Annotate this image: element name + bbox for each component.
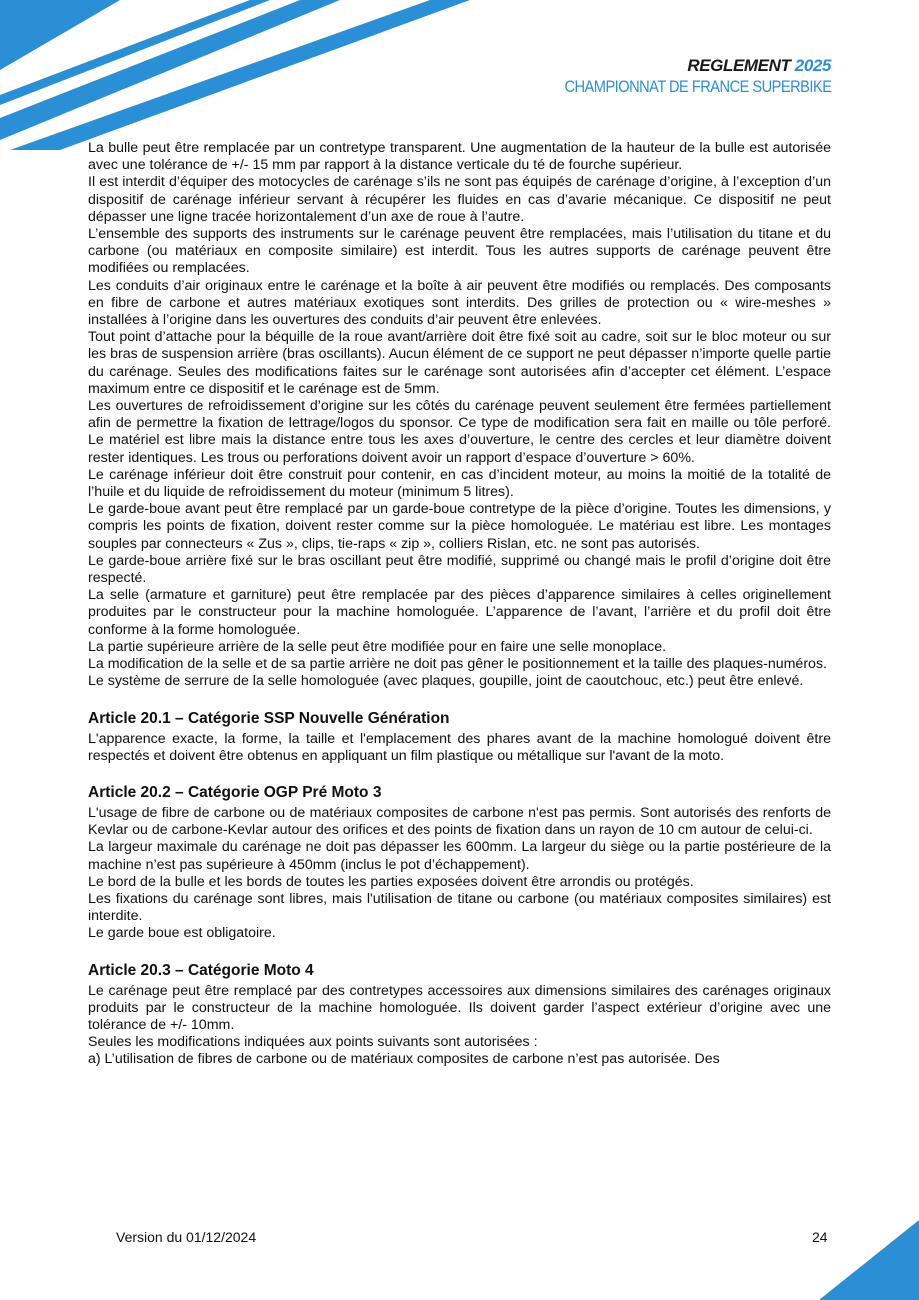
regulation-title xyxy=(521,56,831,76)
body-paragraph: Tout point d’attache pour la béquille de la roue avant/arrière doit être fixé soit au cadre, soit sur le bloc moteur ou sur les bras de suspension arrière (bras oscillants). Aucun élément de ce support ne peut dépasser n’importe quelle partie du carénage. Seules des modifications faites sur le carénage sont autorisées afin d’accepter cet élément. L’espace maximum entre ce dispositif et le carénage est de 5mm. xyxy=(88,329,831,397)
body-paragraph: La modification de la selle et de sa partie arrière ne doit pas gêner le positionnement et la taille des plaques-numéros. xyxy=(88,656,827,673)
body-paragraph: Le bord de la bulle et les bords de toutes les parties exposées doivent être arrondis ou protégés. xyxy=(88,873,694,890)
body-paragraph: Les ouvertures de refroidissement d’origine sur les côtés du carénage peuvent seulement être fermées partiellement afin de permettre la fixation de lettrage/logos du sponsor. Ce type de modification sera fait en maille ou tôle perforé. Le matériel est libre mais la distance entre tous les axes d’ouverture, le centre des cercles et leur diamètre doivent rester identiques. Les trous ou perforations doivent avoir un rapport d’espace d’ouverture > 60%. xyxy=(88,398,831,466)
body-paragraph: a) L’utilisation de fibres de carbone ou de matériaux composites de carbone n’est pas autorisée. Des xyxy=(88,1051,720,1068)
body-paragraph: Le carénage peut être remplacé par des contretypes accessoires aux dimensions similaires des carénages originaux produits par le constructeur de la machine homologuée. Ils doivent garder l’aspect extérieur d’origine avec une tolérance de +/- 10mm. xyxy=(88,982,831,1033)
body-paragraph: Seules les modifications indiquées aux points suivants sont autorisées : xyxy=(88,1034,538,1051)
footer-version: Version du 01/12/2024 xyxy=(116,1229,257,1245)
document-body xyxy=(88,140,831,1069)
body-paragraph: La selle (armature et garniture) peut être remplacée par des pièces d’apparence similaires à celles originellement produites par le constructeur pour la machine homologuée. L’apparence de l’avant, l’arrière et du profil doit être conforme à la forme homologuée. xyxy=(88,587,831,638)
article-heading: Article 20.2 – Catégorie OGP Pré Moto 3 xyxy=(88,783,382,801)
body-paragraph: Il est interdit d’équiper des motocycles de carénage s’ils ne sont pas équipés de carénage d’origine, à l’exception d’un dispositif de carénage inférieur servant à récupérer les fluides en cas d’avarie mécanique. Ce dispositif ne peut dépasser une ligne tracée horizontalement d’un axe de roue à l’autre. xyxy=(88,174,831,225)
body-paragraph: Le garde boue est obligatoire. xyxy=(88,925,276,942)
header-title xyxy=(521,56,831,97)
body-paragraph: L'apparence exacte, la forme, la taille et l'emplacement des phares avant de la machine homologué doivent être respectés et doivent être obtenus en appliquant un film plastique ou métallique sur l'avant de la moto. xyxy=(88,730,831,764)
body-paragraph: Le système de serrure de la selle homologuée (avec plaques, goupille, joint de caoutchouc, etc.) peut être enlevé. xyxy=(88,673,804,690)
footer-corner-decoration xyxy=(819,1220,919,1300)
page-number: 24 xyxy=(812,1229,828,1245)
body-paragraph: La bulle peut être remplacée par un contretype transparent. Une augmentation de la hauteur de la bulle est autorisée avec une tolérance de +/- 15 mm par rapport à la distance verticale du té de fourche supérieur. xyxy=(88,140,831,174)
header-stripes-decoration xyxy=(0,0,480,150)
article-heading: Article 20.3 – Catégorie Moto 4 xyxy=(88,961,314,979)
championship-subtitle: CHAMPIONNAT DE FRANCE SUPERBIKE xyxy=(564,77,831,96)
body-paragraph: La partie supérieure arrière de la selle peut être modifiée pour en faire une selle monoplace. xyxy=(88,638,667,655)
body-paragraph: L’ensemble des supports des instruments sur le carénage peuvent être remplacées, mais l’utilisation du titane et du carbone (ou matériaux en composite similaire) est interdit. Tous les autres supports de carénage peuvent être modifiées ou remplacées. xyxy=(88,226,831,277)
body-paragraph: Les conduits d’air originaux entre le carénage et la boîte à air peuvent être modifiés ou remplacés. Des composants en fibre de carbone et autres matériaux exotiques sont interdits. Des grilles de protection ou « wire-meshes » installées à l’origine dans les ouvertures des conduits d’air peuvent être enlevées. xyxy=(88,277,831,329)
regulation-year: 2025 xyxy=(794,56,831,75)
body-paragraph: Le garde-boue arrière fixé sur le bras oscillant peut être modifié, supprimé ou changé mais le profil d’origine doit être respecté. xyxy=(88,552,831,587)
regulation-word: REGLEMENT xyxy=(687,56,791,75)
body-paragraph: Le garde-boue avant peut être remplacé par un garde-boue contretype de la pièce d’origine. Toutes les dimensions, y compris les points de fixation, doivent rester comme sur la pièce homologuée. Le matériau est libre. Les montages souples par connecteurs « Zus », clips, tie-raps « zip », colliers Rislan, etc. ne sont pas autorisés. xyxy=(88,501,831,552)
article-heading: Article 20.1 – Catégorie SSP Nouvelle Génération xyxy=(88,709,450,727)
body-paragraph: La largeur maximale du carénage ne doit pas dépasser les 600mm. La largeur du siège ou la partie postérieure de la machine n’est pas supérieure à 450mm (inclus le pot d’échappement). xyxy=(88,839,831,873)
body-paragraph: Le carénage inférieur doit être construit pour contenir, en cas d’incident moteur, au moins la moitié de la totalité de l’huile et du liquide de refroidissement du moteur (minimum 5 litres). xyxy=(88,466,831,501)
body-paragraph: Les fixations du carénage sont libres, mais l'utilisation de titane ou carbone (ou matériaux composites similaires) est interdite. xyxy=(88,890,831,925)
body-paragraph: L'usage de fibre de carbone ou de matériaux composites de carbone n'est pas permis. Sont autorisés des renforts de Kevlar ou de carbone-Kevlar autour des orifices et des points de fixation dans un rayon de 10 cm autour de celui-ci. xyxy=(88,804,831,839)
